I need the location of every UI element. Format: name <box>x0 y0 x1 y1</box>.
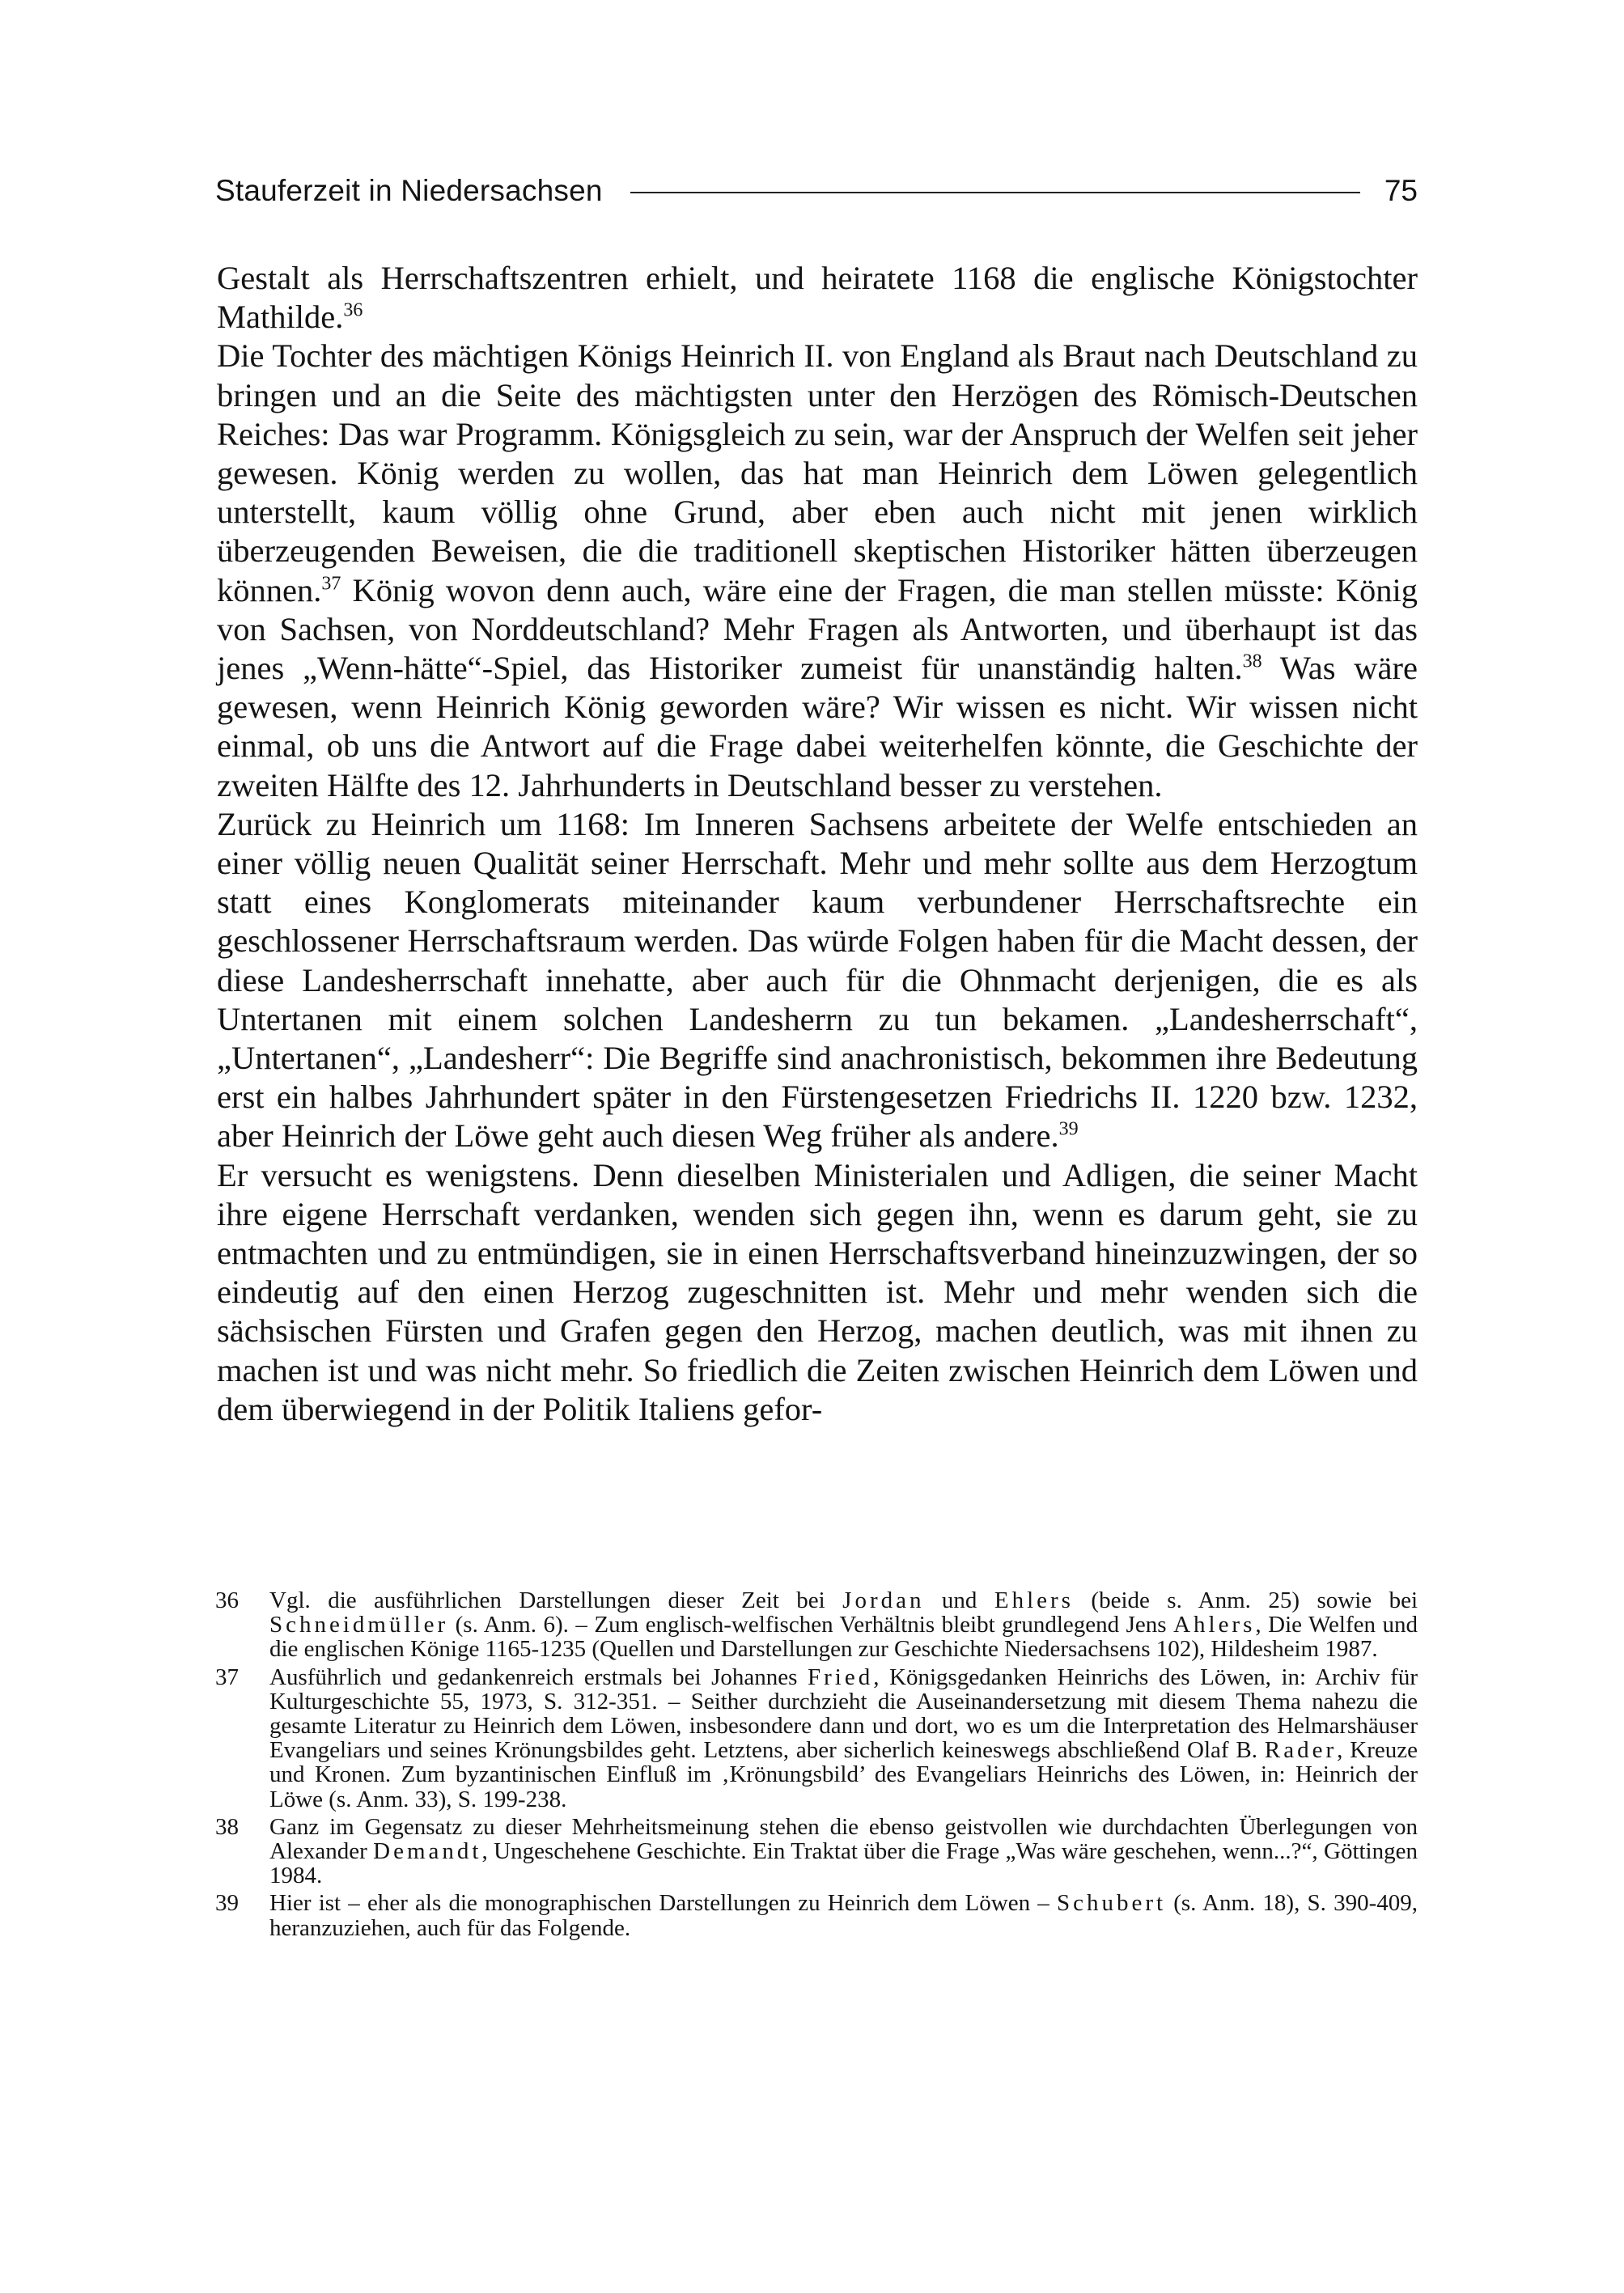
footnote-number: 39 <box>215 1890 239 1917</box>
footnote-ref: 39 <box>1058 1118 1079 1140</box>
footnote-number: 37 <box>215 1664 239 1690</box>
footnote-38 <box>215 1815 1418 1888</box>
running-head <box>215 167 1418 215</box>
footnote-39 <box>215 1891 1418 1939</box>
footnote-ref: 37 <box>321 573 341 595</box>
footnote-text: Vgl. die ausführlichen Darstellungen dieser Zeit bei Jordan und Ehlers (beide s. Anm. 25) sowie bei Schneidmüller (s. Anm. 6). – Zum englisch-welfischen Verhältnis bleibt grundlegend Jens Ahlers, Die Welfen und die englischen Könige 1165-1235 (Quellen und Darstellungen zur Geschichte Niedersachsens 102), Hildesheim 1987. <box>269 1587 1418 1663</box>
running-head-title: Stauferzeit in Niedersachsen <box>215 174 603 207</box>
paragraph <box>217 805 1418 1156</box>
footnote-37 <box>215 1665 1418 1812</box>
paragraph <box>217 1156 1418 1429</box>
text-run: Was wäre gewesen, wenn Heinrich König geworden wäre? Wir wissen es nicht. Wir wissen nicht einmal, ob uns die Antwort auf die Frage dabei weiterhelfen könnte, die Geschichte der zweiten Hälfte des 12. Jahrhunderts in Deutschland besser zu verstehen. <box>217 650 1418 803</box>
footnote-number: 38 <box>215 1813 239 1840</box>
footnote-text: Ganz im Gegensatz zu dieser Mehrheitsmeinung stehen die ebenso geistvollen wie durchdachten Überlegungen von Alexander Demandt, Ungeschehene Geschichte. Ein Traktat über die Frage „Was wäre geschehen, wenn...?“, Göttingen 1984. <box>269 1813 1418 1889</box>
footnote-36 <box>215 1588 1418 1662</box>
footnotes <box>215 1588 1418 1943</box>
text-run: König wovon denn auch, wäre eine der Fragen, die man stellen müsste: König von Sachsen, von Norddeutschland? Mehr Fragen als Antworten, und überhaupt ist das jenes „Wenn-hätte“-Spiel, das Historiker zumeist für unanständig halten. <box>217 571 1418 687</box>
text-run: Er versucht es wenigstens. Denn dieselben Ministerialen und Adligen, die seiner Macht ihre eigene Herrschaft verdanken, wenden sich gegen ihn, wenn es darum geht, sie zu entmachten und zu entmündigen, sie in einen Herrschaftsverband hineinzuzwingen, der so eindeutig auf den einen Herzog zugeschnitten ist. Mehr und mehr wenden sich die sächsischen Fürsten und Grafen gegen den Herzog, machen deutlich, was mit ihnen zu machen ist und was nicht mehr. So friedlich die Zeiten zwischen Heinrich dem Löwen und dem überwiegend in der Politik Italiens gefor- <box>217 1156 1418 1427</box>
running-head-rule <box>630 192 1360 193</box>
text-run: Die Tochter des mächtigen Königs Heinrich II. von England als Braut nach Deutschland zu bringen und an die Seite des mächtigsten unter den Herzögen des Römisch-Deutschen Reiches: Das war Programm. Königsgleich zu sein, war der Anspruch der Welfen seit jeher gewesen. König werden zu wollen, das hat man Heinrich dem Löwen gelegentlich unterstellt, kaum völlig ohne Grund, aber eben auch nicht mit jenen wirklich überzeugenden Beweisen, die die traditionell skeptischen Historiker hätten überzeugen können. <box>217 337 1418 608</box>
paragraph <box>217 259 1418 337</box>
footnote-number: 36 <box>215 1587 239 1613</box>
footnote-text: Ausführlich und gedankenreich erstmals bei Johannes Fried, Königsgedanken Heinrichs des Löwen, in: Archiv für Kulturgeschichte 55, 1973, S. 312-351. – Seither durchzieht die Auseinandersetzung mit diesem Thema nahezu die gesamte Literatur zu Heinrich dem Löwen, insbesondere dann und dort, wo es um die Interpretation des Helmarshäuser Evangeliars und seines Krönungsbildes geht. Letztens, aber sicherlich keineswegs abschließend Olaf B. Rader, Kreuze und Kronen. Zum byzantinischen Einfluß im ‚Krönungsbild’ des Evangeliars Heinrichs des Löwen, in: Heinrich der Löwe (s. Anm. 33), S. 199-238. <box>269 1664 1418 1812</box>
paragraph <box>217 337 1418 804</box>
text-run: Zurück zu Heinrich um 1168: Im Inneren Sachsens arbeitete der Welfe entschieden an einer völlig neuen Qualität seiner Herrschaft. Mehr und mehr sollte aus dem Herzogtum statt eines Konglomerats miteinander kaum verbundener Herrschaftsrechte ein geschlossener Herrschaftsraum werden. Das würde Folgen haben für die Macht dessen, der diese Landesherrschaft innehatte, aber auch für die Ohnmacht derjenigen, die es als Untertanen mit einem solchen Landesherrn zu tun bekamen. „Landesherrschaft“, „Untertanen“, „Landesherr“: Die Begriffe sind anachronistisch, bekommen ihre Bedeutung erst ein halbes Jahrhundert später in den Fürstengesetzen Friedrichs II. 1220 bzw. 1232, aber Heinrich der Löwe geht auch diesen Weg früher als andere. <box>217 805 1418 1155</box>
footnote-ref: 36 <box>343 299 363 321</box>
page-number: 75 <box>1384 174 1418 207</box>
text-run: Gestalt als Herrschaftszentren erhielt, und heiratete 1168 die englische Königstochter Mathilde. <box>217 260 1418 336</box>
footnote-text: Hier ist – eher als die monographischen Darstellungen zu Heinrich dem Löwen – Schubert (s. Anm. 18), S. 390-409, heranzuziehen, auch für das Folgende. <box>269 1890 1418 1941</box>
body-text <box>217 259 1418 1429</box>
footnote-ref: 38 <box>1242 651 1262 672</box>
